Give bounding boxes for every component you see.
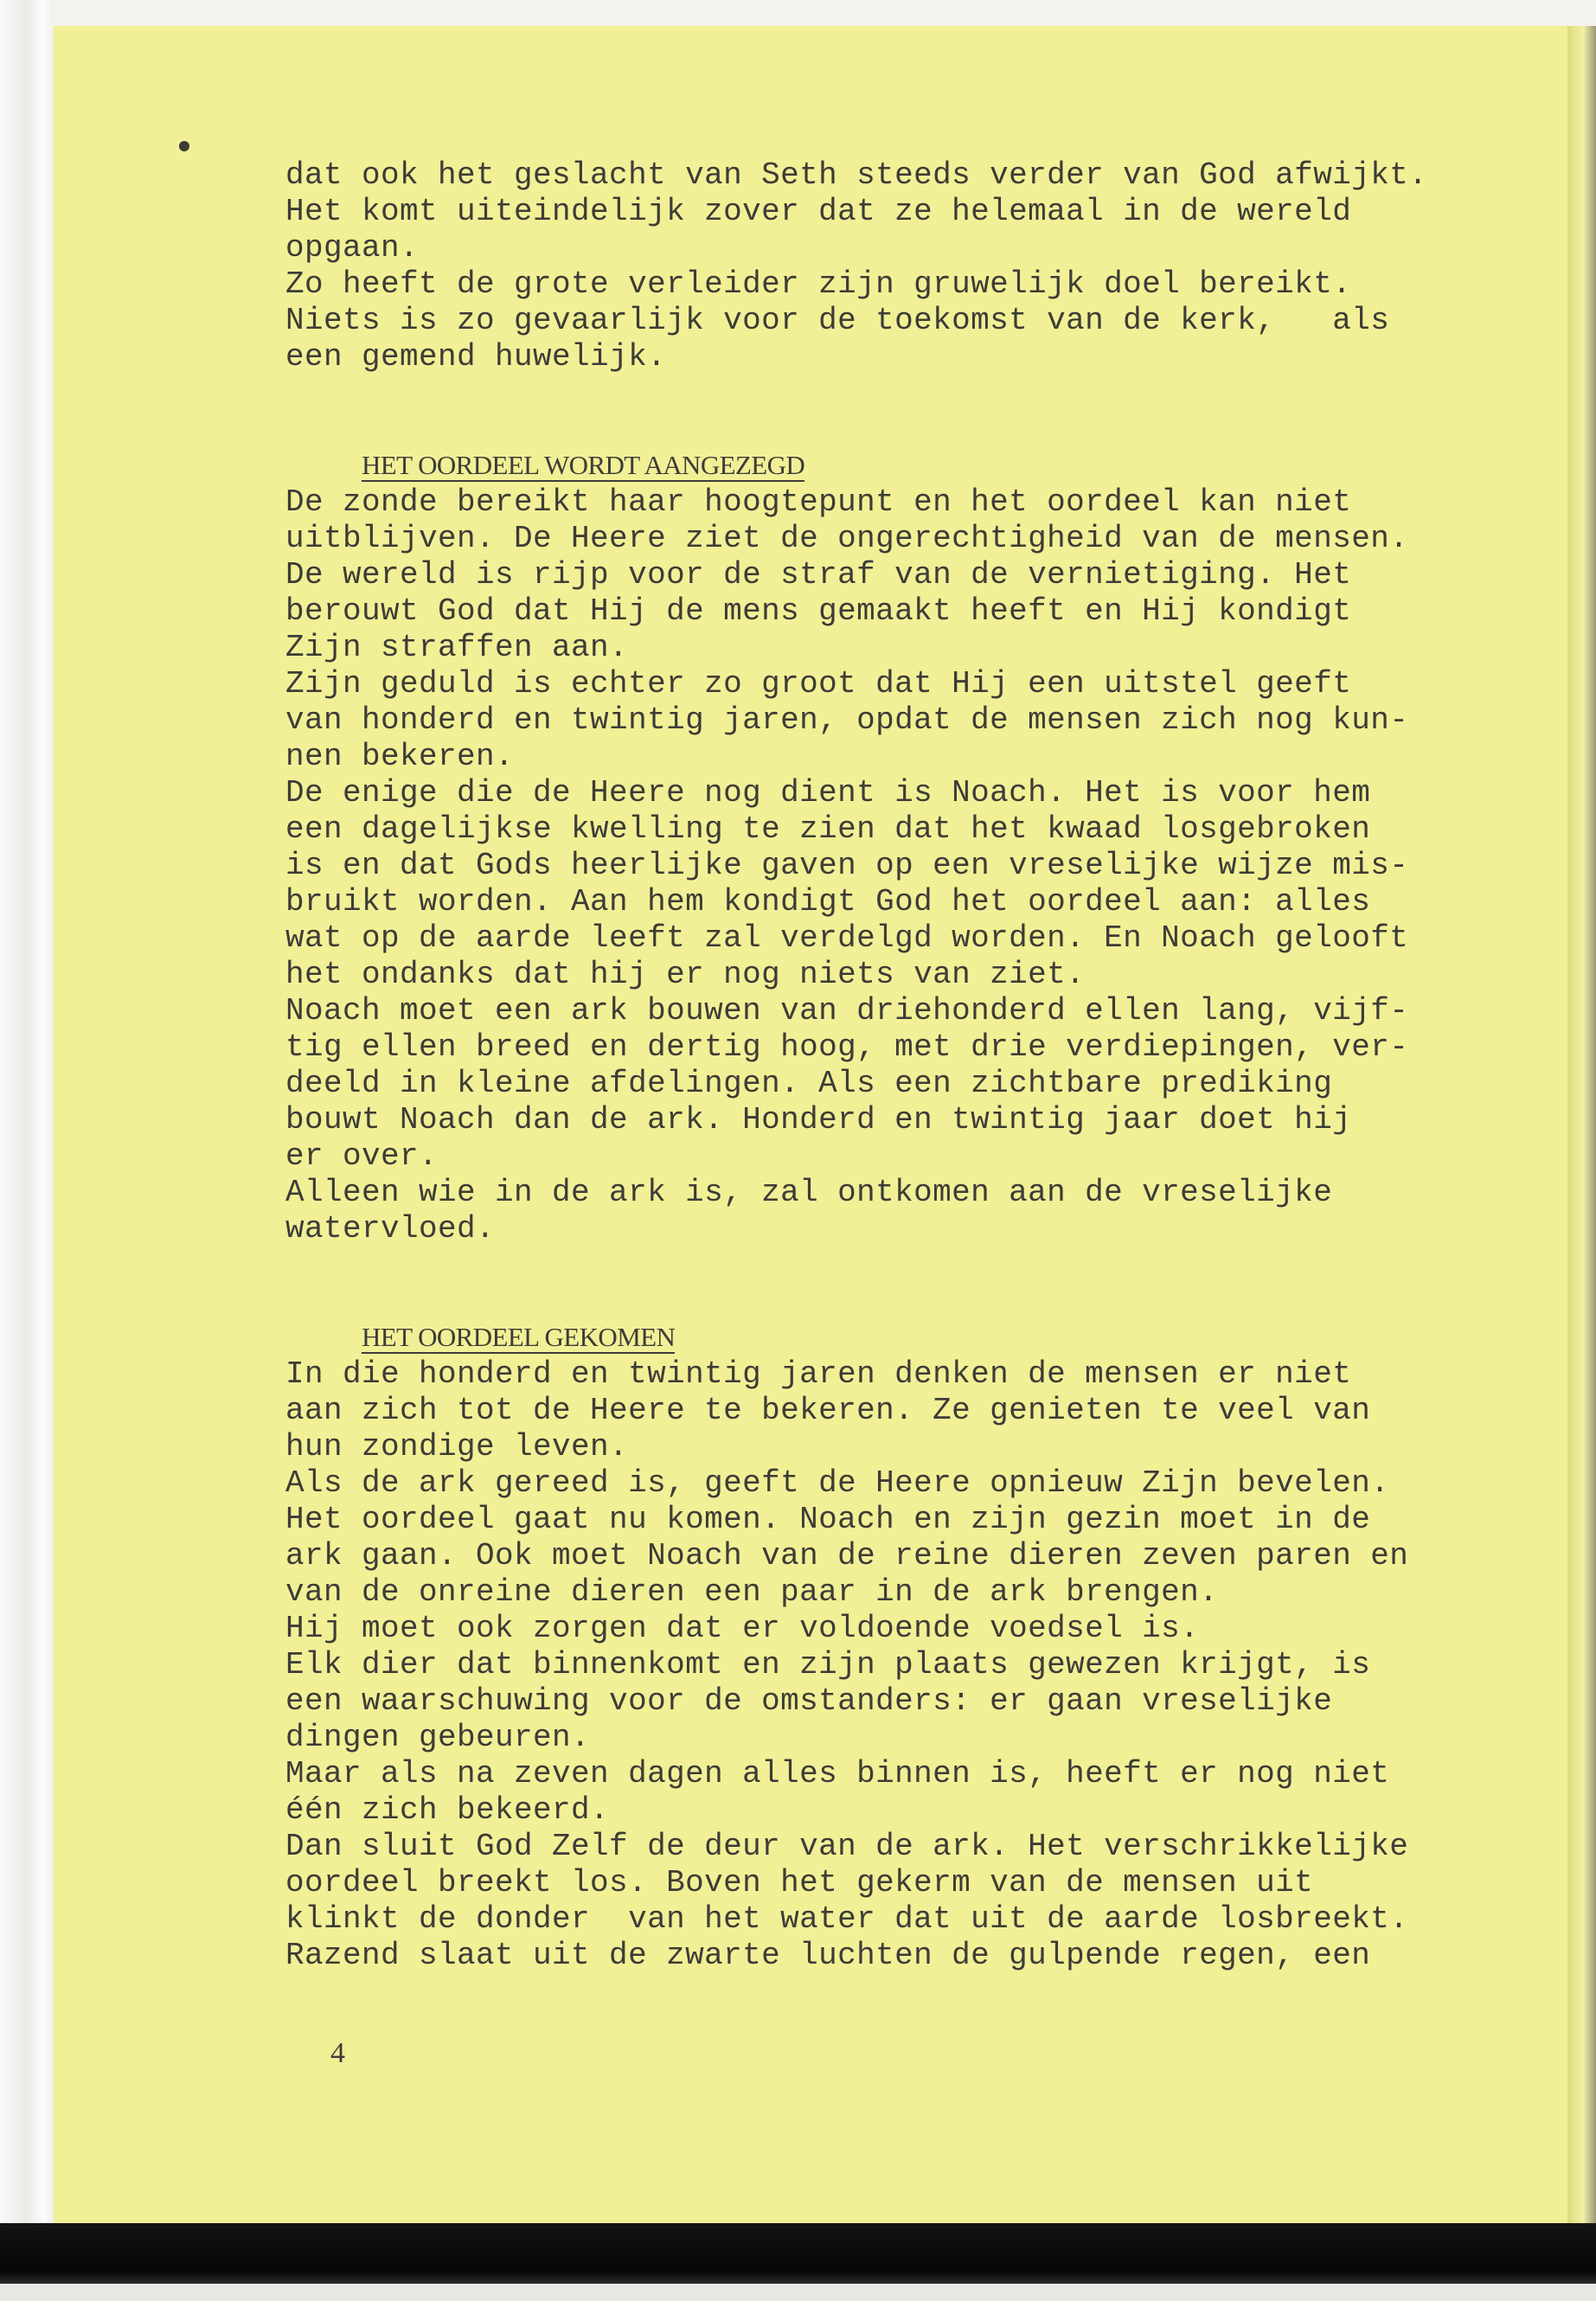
text-line: Alleen wie in de ark is, zal ontkomen aan de vreselijke — [285, 1175, 1333, 1210]
hole-punch-dot — [179, 141, 189, 151]
heading-row — [285, 1284, 1531, 1352]
text-line: een waarschuwing voor de omstanders: er gaan vreselijke — [285, 1683, 1333, 1719]
text-line: Zijn straffen aan. — [285, 630, 629, 665]
heading-row — [285, 412, 1531, 480]
section-heading-aangezegd: HET OORDEEL WORDT AANGEZEGD — [362, 450, 805, 480]
text-line: één zich bekeerd. — [285, 1792, 610, 1828]
text-line: De enige die de Heere nog dient is Noach. Het is voor hem — [285, 775, 1371, 811]
text-line: van de onreine dieren een paar in de ark brengen. — [285, 1574, 1219, 1610]
text-line: Maar als na zeven dagen alles binnen is, heeft er nog niet — [285, 1756, 1390, 1791]
page-right-edge — [1567, 26, 1596, 2223]
text-line: aan zich tot de Heere te bekeren. Ze genieten te veel van — [285, 1393, 1371, 1428]
page-left-edge — [0, 0, 54, 2301]
text-line: bruikt worden. Aan hem kondigt God het oordeel aan: alles — [285, 884, 1371, 920]
text-line: uitblijven. De Heere ziet de ongerechtigheid van de mensen. — [285, 521, 1409, 556]
text-line: In die honderd en twintig jaren denken de mensen er niet — [285, 1356, 1352, 1392]
text-line: hun zondige leven. — [285, 1429, 629, 1465]
text-line: Niets is zo gevaarlijk voor de toekomst van de kerk, als — [285, 303, 1390, 338]
text-line: Hij moet ook zorgen dat er voldoende voedsel is. — [285, 1611, 1200, 1646]
text-line: ark gaan. Ook moet Noach van de reine dieren zeven paren en — [285, 1538, 1409, 1574]
document-body — [285, 157, 1531, 1974]
scanner-bottom-strip — [0, 2284, 1596, 2301]
text-line: het ondanks dat hij er nog niets van ziet. — [285, 957, 1086, 992]
text-line: De wereld is rijp voor de straf van de vernietiging. Het — [285, 557, 1352, 593]
text-line: deeld in kleine afdelingen. Als een zichtbare prediking — [285, 1066, 1333, 1101]
text-line: een gemend huwelijk. — [285, 339, 667, 375]
text-line: Elk dier dat binnenkomt en zijn plaats gewezen krijgt, is — [285, 1647, 1371, 1682]
text-line: Het komt uiteindelijk zover dat ze helemaal in de wereld — [285, 194, 1352, 229]
text-line: De zonde bereikt haar hoogtepunt en het oordeel kan niet — [285, 484, 1352, 520]
text-line: opgaan. — [285, 230, 420, 266]
paragraph-section-2 — [285, 1356, 1531, 1974]
text-line: tig ellen breed en dertig hoog, met drie verdiepingen, ver- — [285, 1029, 1409, 1065]
paragraph-section-1 — [285, 484, 1531, 1247]
text-line: Als de ark gereed is, geeft de Heere opnieuw Zijn bevelen. — [285, 1465, 1390, 1501]
text-line: Noach moet een ark bouwen van driehonderd ellen lang, vijf- — [285, 993, 1409, 1029]
scanner-bottom-bar — [0, 2223, 1596, 2284]
text-line: klinkt de donder van het water dat uit de aarde losbreekt. — [285, 1901, 1409, 1937]
text-line: is en dat Gods heerlijke gaven op een vreselijke wijze mis- — [285, 848, 1409, 883]
text-line: watervloed. — [285, 1211, 496, 1247]
text-line: nen bekeren. — [285, 739, 515, 774]
paragraph-intro — [285, 157, 1531, 375]
text-line: Zijn geduld is echter zo groot dat Hij een uitstel geeft — [285, 666, 1352, 702]
page-number: 4 — [330, 2037, 345, 2069]
text-line: berouwt God dat Hij de mens gemaakt heeft en Hij kondigt — [285, 593, 1352, 629]
text-line: wat op de aarde leeft zal verdelgd worden. En Noach gelooft — [285, 920, 1409, 956]
text-line: een dagelijkse kwelling te zien dat het kwaad losgebroken — [285, 811, 1371, 847]
text-line: Zo heeft de grote verleider zijn gruwelijk doel bereikt. — [285, 266, 1352, 302]
text-line: dingen gebeuren. — [285, 1720, 591, 1755]
text-line: er over. — [285, 1138, 439, 1174]
text-line: dat ook het geslacht van Seth steeds verder van God afwijkt. — [285, 157, 1428, 193]
section-heading-gekomen: HET OORDEEL GEKOMEN — [362, 1322, 676, 1352]
text-line: Razend slaat uit de zwarte luchten de gulpende regen, een — [285, 1938, 1371, 1973]
text-line: Het oordeel gaat nu komen. Noach en zijn gezin moet in de — [285, 1502, 1371, 1537]
text-line: oordeel breekt los. Boven het gekerm van de mensen uit — [285, 1865, 1314, 1900]
text-line: Dan sluit God Zelf de deur van de ark. Het verschrikkelijke — [285, 1829, 1409, 1864]
text-line: bouwt Noach dan de ark. Honderd en twintig jaar doet hij — [285, 1102, 1352, 1138]
text-line: van honderd en twintig jaren, opdat de mensen zich nog kun- — [285, 702, 1409, 738]
